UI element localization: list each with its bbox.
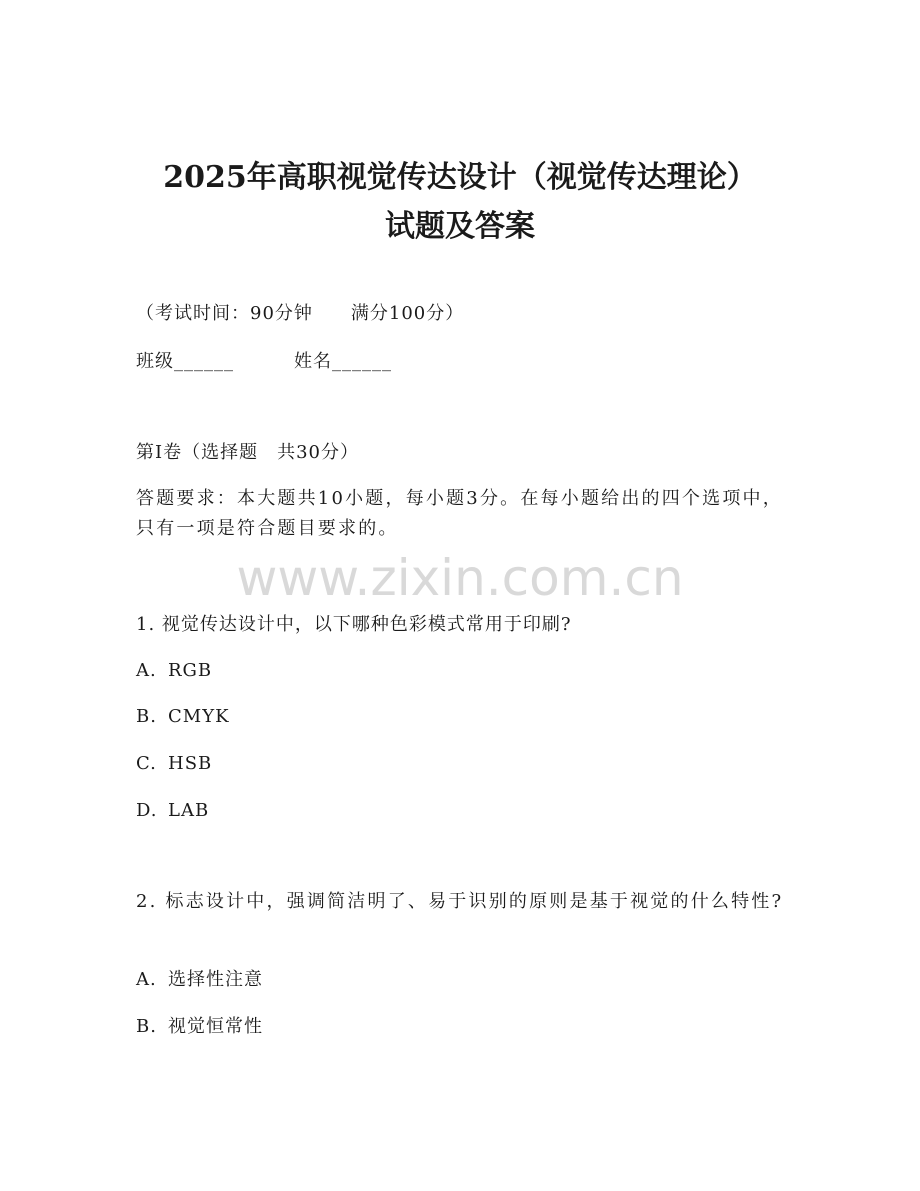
option-letter: B. xyxy=(136,706,157,727)
question-1-option-b xyxy=(136,704,230,730)
document-title-line-2: 试题及答案 xyxy=(385,209,535,244)
question-1-option-c xyxy=(136,751,212,777)
question-2-stem: 2. 标志设计中，强调简洁明了、易于识别的原则是基于视觉的什么特性? xyxy=(136,891,784,912)
option-letter: D. xyxy=(136,800,158,821)
document-title-line-1: 2025年高职视觉传达设计（视觉传达理论） xyxy=(163,160,757,195)
option-letter: A. xyxy=(136,969,157,990)
question-2-option-b xyxy=(136,1014,263,1040)
option-text: 视觉恒常性 xyxy=(168,1016,263,1037)
question-1-option-d xyxy=(136,798,209,824)
class-field: 班级______ xyxy=(136,351,234,372)
question-2-option-a xyxy=(136,967,263,993)
option-text: RGB xyxy=(168,660,213,681)
name-field: 姓名______ xyxy=(294,351,392,372)
option-text: LAB xyxy=(168,800,210,821)
question-1-stem: 1. 视觉传达设计中，以下哪种色彩模式常用于印刷? xyxy=(136,614,572,635)
option-letter: C. xyxy=(136,753,157,774)
instructions: 答题要求：本大题共10小题，每小题3分。在每小题给出的四个选项中，只有一项是符合题目要求的。 xyxy=(136,488,783,539)
section-heading: 第I卷（选择题 共30分） xyxy=(136,442,360,463)
watermark: www.zixin.com.cn xyxy=(236,549,684,607)
option-letter: A. xyxy=(136,660,157,681)
exam-info: （考试时间：90分钟 满分100分） xyxy=(136,303,465,324)
option-letter: B. xyxy=(136,1016,157,1037)
question-1-option-a xyxy=(136,658,212,684)
option-text: 选择性注意 xyxy=(168,969,263,990)
option-text: HSB xyxy=(168,753,213,774)
option-text: CMYK xyxy=(168,706,230,727)
